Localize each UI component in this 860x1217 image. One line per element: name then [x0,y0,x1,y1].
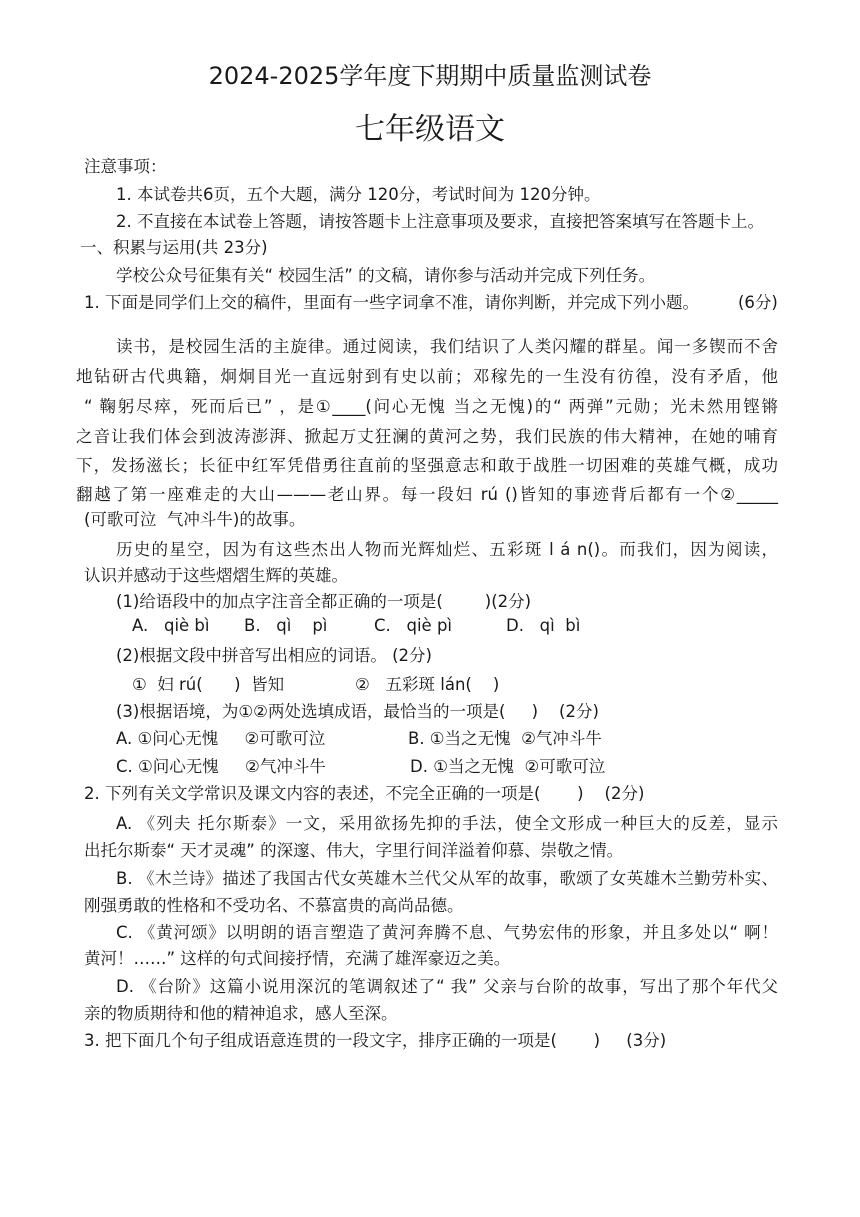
subject-title: 七年级语文 [355,112,505,147]
q2-option-a: A. 《列夫 托尔斯泰》一文，采用欲扬先抑的手法，使全文形成一种巨大的反差，显示 [116,814,778,833]
q2-option-c: C. 《黄河颂》以明朗的语言塑造了黄河奔腾不息、气势宏伟的形象，并且多处以“ 啊！ [116,923,778,942]
passage-line: 地钻研古代典籍，炯炯目光一直远射到有史以前；邓稼先的一生没有彷徨，没有矛盾，他 [76,367,778,386]
q1-sub2-stem: (2)根据文段中拼音写出相应的词语。 (2分) [116,646,432,665]
notice-item-1: 1. 本试卷共6页，五个大题，满分 120分，考试时间为 120分钟。 [116,185,601,204]
q2-option-b-cont: 刚强勇敢的性格和不受功名、不慕富贵的高尚品德。 [84,896,464,915]
passage-line: 翻越了第一座难走的大山———老山界。每一段妇 rú ()皆知的事迹背后都有一个②_____ [76,485,778,504]
passage-line: 读书，是校园生活的主旋律。通过阅读，我们结识了人类闪耀的群星。闻一多锲而不舍 [116,337,778,356]
q2-option-c-cont: 黄河！……” 这样的句式间接抒情，充满了雄浑豪迈之美。 [84,949,511,968]
passage-line: 之音让我们体会到波涛澎湃、掀起万丈狂澜的黄河之势，我们民族的伟大精神，在她的哺育 [76,427,778,446]
q1-score: (6分) [738,293,778,312]
q1-sub1-option-c: C. qiè pì [374,616,453,635]
section-1-heading: 一、积累与运用(共 23分) [80,238,268,257]
q1-sub1-stem: (1)给语段中的加点字注音全都正确的一项是( )(2分) [116,592,532,611]
q1-sub3-option-b: B. ①当之无愧 ②气冲斗牛 [408,729,602,748]
passage-line: “ 鞠躬尽瘁，死而后已” ，是①____(问心无愧 当之无愧)的“ 两弹”元勋；光未然用铿锵 [84,397,778,416]
q1-sub2-item-1: ① 妇 rú( ) 皆知 [132,675,285,694]
q1-sub3-option-c: C. ①问心无愧 ②气冲斗牛 [116,757,326,776]
notice-item-2: 2. 不直接在本试卷上答题，请按答题卡上注意事项及要求，直接把答案填写在答题卡上。 [116,212,764,231]
q1-sub3-stem: (3)根据语境，为①②两处选填成语，最恰当的一项是( ) (2分) [116,702,599,721]
q2-option-a-cont: 出托尔斯泰“ 天才灵魂” 的深邃、伟大，字里行间洋溢着仰慕、崇敬之情。 [84,841,624,860]
q1-sub3-option-a: A. ①问心无愧 ②可歌可泣 [116,729,326,748]
q1-sub2-item-2: ② 五彩斑 lán( ) [355,675,500,694]
q1-sub1-option-b: B. qì pì [244,616,328,635]
q1-stem: 1. 下面是同学们上交的稿件，里面有一些字词拿不准，请你判断，并完成下列小题。 [84,293,699,312]
exam-title: 2024-2025学年度下期期中质量监测试卷 [208,62,652,90]
passage-line: 认识并感动于这些熠熠生辉的英雄。 [84,566,348,585]
q2-stem: 2. 下列有关文学常识及课文内容的表述，不完全正确的一项是( ) (2分) [84,784,645,803]
q2-option-d-cont: 亲的物质期待和他的精神追求，感人至深。 [84,1004,398,1023]
q1-sub1-option-a: A. qiè bì [132,616,210,635]
q3-stem: 3. 把下面几个句子组成语意连贯的一段文字，排序正确的一项是( ) (3分) [84,1031,667,1050]
q2-option-d: D. 《台阶》这篇小说用深沉的笔调叙述了“ 我” 父亲与台阶的故事，写出了那个年代父 [116,977,778,996]
section-1-intro: 学校公众号征集有关“ 校园生活” 的文稿，请你参与活动并完成下列任务。 [116,266,656,285]
passage-line: 历史的星空，因为有这些杰出人物而光辉灿烂、五彩斑 l á n()。而我们，因为阅读， [116,540,778,559]
q2-option-b: B. 《木兰诗》描述了我国古代女英雄木兰代父从军的故事，歌颂了女英雄木兰勤劳朴实、 [116,869,778,888]
q1-sub1-option-d: D. qì bì [506,616,581,635]
q1-sub3-option-d: D. ①当之无愧 ②可歌可泣 [410,757,606,776]
passage-line: 下，发扬滋长；长征中红军凭借勇往直前的坚强意志和敢于战胜一切困难的英雄气概，成功 [76,456,778,475]
passage-line: (可歌可泣 气冲斗牛)的故事。 [84,510,306,529]
notice-heading: 注意事项： [84,157,167,176]
